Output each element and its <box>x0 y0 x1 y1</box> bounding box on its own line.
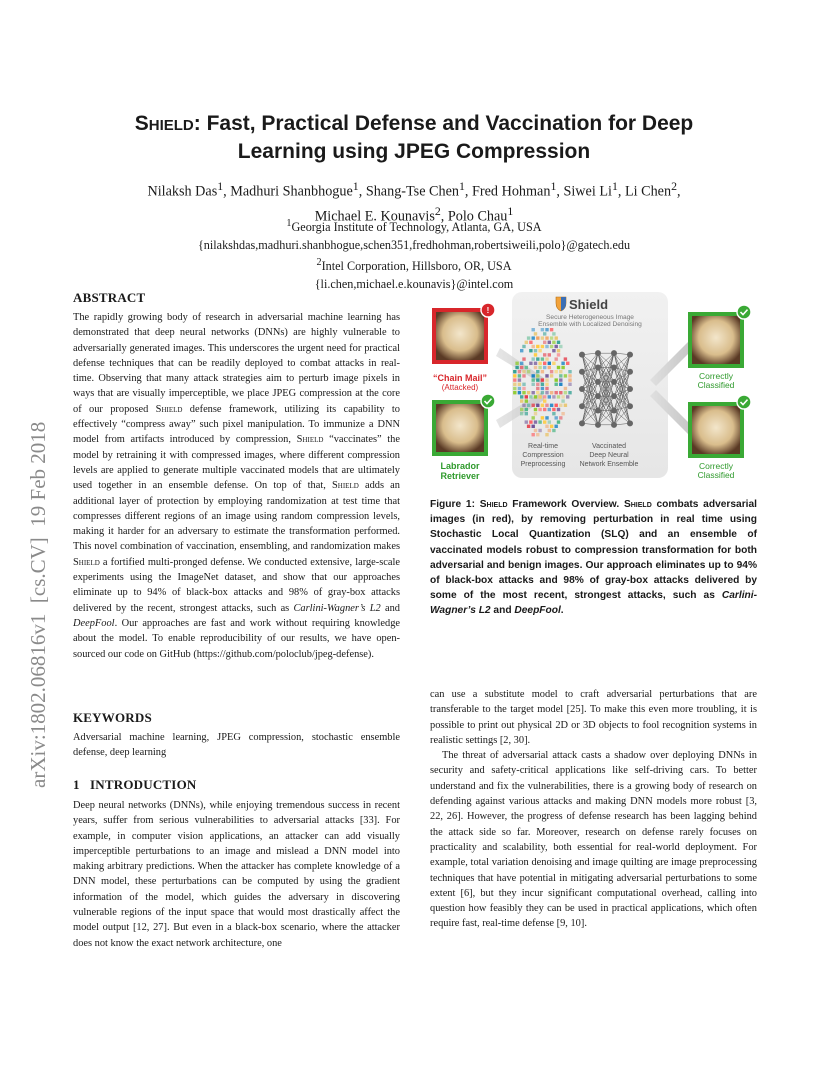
compression-pixel <box>543 399 546 402</box>
compression-pixel <box>525 408 528 411</box>
compression-pixel <box>518 370 521 373</box>
network-node <box>611 379 617 385</box>
compression-pixel <box>559 391 562 394</box>
output-1-image <box>692 316 740 364</box>
affiliation-1-email: {nilakshdas,madhuri.shanbhogue,schen351,fredhohman,robertsiweili,polo}@gatech.edu <box>197 237 631 252</box>
compression-pixel <box>552 429 555 432</box>
compression-pixel <box>543 366 546 369</box>
step2-label-2: Deep Neural <box>589 452 629 459</box>
compression-pixel <box>513 378 516 381</box>
compression-pixel <box>557 420 560 423</box>
network-node <box>579 420 585 426</box>
compression-pixel <box>522 391 525 394</box>
compression-pixel <box>541 404 544 407</box>
compression-pixel <box>568 378 571 381</box>
network-node <box>627 420 633 426</box>
compression-pixel <box>522 387 525 390</box>
attacked-sublabel: (Attacked) <box>441 383 479 392</box>
compression-pixel <box>555 391 558 394</box>
network-node <box>579 386 585 392</box>
output-1-sublabel: Classified <box>697 380 735 390</box>
compression-pixel <box>552 408 555 411</box>
compression-pixel <box>522 374 525 377</box>
compression-pixel <box>548 429 551 432</box>
compression-pixel <box>518 387 521 390</box>
compression-pixel <box>534 408 537 411</box>
compression-pixel <box>520 366 523 369</box>
compression-pixel <box>536 433 539 436</box>
compression-pixel <box>522 404 525 407</box>
compression-pixel <box>552 341 555 344</box>
compression-pixel <box>541 370 544 373</box>
compression-pixel <box>543 395 546 398</box>
compression-pixel <box>543 332 546 335</box>
compression-pixel <box>532 433 535 436</box>
compression-pixel <box>513 387 516 390</box>
step2-label-1: Vaccinated <box>591 443 627 450</box>
compression-pixel <box>536 387 539 390</box>
compression-pixel <box>559 383 562 386</box>
step1-label-3: Preprocessing <box>520 461 566 468</box>
benign-label: Labrador <box>440 461 480 471</box>
compression-pixel <box>520 408 523 411</box>
compression-pixel <box>557 408 560 411</box>
compression-pixel <box>557 353 560 356</box>
author: Polo Chau <box>447 208 508 225</box>
network-node <box>611 393 617 399</box>
compression-pixel <box>552 362 555 365</box>
compression-pixel <box>541 345 544 348</box>
compression-pixel <box>545 425 548 428</box>
compression-pixel <box>522 383 525 386</box>
output-2-check-icon <box>737 395 751 409</box>
compression-pixel <box>518 378 521 381</box>
network-node <box>579 369 585 375</box>
figure-brand: Shield <box>569 297 609 312</box>
compression-pixel <box>541 357 544 360</box>
network-node <box>627 369 633 375</box>
compression-pixel <box>559 416 562 419</box>
compression-pixel <box>536 404 539 407</box>
compression-pixel <box>534 420 537 423</box>
compression-pixel <box>564 387 567 390</box>
compression-pixel <box>559 378 562 381</box>
compression-pixel <box>545 378 548 381</box>
compression-pixel <box>527 425 530 428</box>
attacked-dog-image <box>436 312 484 360</box>
output-1-check-icon <box>737 305 751 319</box>
compression-pixel <box>561 366 564 369</box>
compression-pixel <box>534 366 537 369</box>
compression-pixel <box>550 425 553 428</box>
network-node <box>627 403 633 409</box>
compression-pixel <box>552 395 555 398</box>
compression-pixel <box>548 420 551 423</box>
compression-pixel <box>532 336 535 339</box>
network-node <box>579 352 585 358</box>
affiliation-2-email: {li.chen,michael.e.kounavis}@intel.com <box>314 276 514 291</box>
compression-pixel <box>525 366 528 369</box>
compression-pixel <box>541 383 544 386</box>
network-node <box>595 379 601 385</box>
figure-caption: Figure 1: Shield Framework Overview. Shield combats adversarial images (in red), by removing perturbation in real time using Stochastic Local Quantization (SLQ) and an ensemble of vaccinated models robust to compression transformation for both adversarial and benign images. Our approach eliminates up to 94% of black-box attacks and 98% of gray-box attacks delivered by some of the most recent, strongest attacks, such as Carlini-Wagner’s L2 and DeepFool. <box>430 499 757 617</box>
step2-label-3: Network Ensemble <box>579 461 639 468</box>
compression-pixel <box>532 391 535 394</box>
network-node <box>579 403 585 409</box>
compression-pixel <box>534 412 537 415</box>
compression-pixel <box>522 370 525 373</box>
compression-pixel <box>545 374 548 377</box>
compression-pixel <box>555 416 558 419</box>
compression-pixel <box>541 387 544 390</box>
compression-pixel <box>543 420 546 423</box>
introduction-body-right: can use a substitute model to craft adversarial perturbations that are transferable to the target model [25]. To make this even more troubling, it is possible to print out physical 2D or 3D objects to fool recognition systems in realistic settings [2, 30]. The threat of adversarial attack casts a shadow over deploying DNNs in security and safety-critical applications like self-driving cars. To better understand and fix the vulnerabilities, there is a growing body of research on defending against various attacks and making DNN models more robust [3, 22, 26]. However, the progress of defense research has been lagging behind the attack side so far. Moreover, research on defense rarely focuses on practicality and scalability, both essential for real-world deployment. For example, total variation denoising and image quilting are image preprocessing techniques that have potential in mitigating adversarial perturbations to some extent [6], but they incur significant computational overhead, calling into question how feasibly they can be used in practical applications, which often require fast, real-time defense [9, 10]. <box>430 689 757 930</box>
compression-pixel <box>525 395 528 398</box>
compression-pixel <box>568 383 571 386</box>
compression-pixel <box>545 416 548 419</box>
compression-pixel <box>557 366 560 369</box>
compression-pixel <box>529 420 532 423</box>
compression-pixel <box>548 366 551 369</box>
compression-pixel <box>538 362 541 365</box>
compression-pixel <box>536 374 539 377</box>
compression-pixel <box>536 383 539 386</box>
network-node <box>627 352 633 358</box>
compression-pixel <box>515 366 518 369</box>
network-node <box>595 408 601 414</box>
author: Siwei Li <box>563 183 612 200</box>
compression-pixel <box>534 349 537 352</box>
compression-pixel <box>541 336 544 339</box>
affiliation-2: $^2$Intel Corporation, Hillsboro, OR, USA <box>316 257 512 274</box>
compression-pixel <box>525 420 528 423</box>
compression-pixel <box>536 370 539 373</box>
compression-pixel <box>557 349 560 352</box>
compression-pixel <box>564 374 567 377</box>
step1-label-1: Real-time <box>528 443 558 450</box>
compression-pixel <box>518 374 521 377</box>
network-node <box>611 365 617 371</box>
compression-pixel <box>538 420 541 423</box>
compression-pixel <box>515 362 518 365</box>
author: Madhuri Shanbhogue <box>230 183 353 200</box>
attacked-label: “Chain Mail” <box>432 373 488 383</box>
compression-pixel <box>545 357 548 360</box>
compression-pixel <box>525 412 528 415</box>
compression-pixel <box>543 341 546 344</box>
compression-pixel <box>538 408 541 411</box>
network-node <box>595 365 601 371</box>
compression-pixel <box>520 395 523 398</box>
introduction-body-left: Deep neural networks (DNNs), while enjoying tremendous success in recent years, suffer from serious vulnerabilities to adversarial attacks [33]. For example, in computer vision applications, an attacker can add visually imperceptible perturbations to an image and mislead a DNN model into making arbitrary predictions. When the attacker has complete knowledge of a DNN model, these perturbations can be computed by using the gradient information of the model, which guides the adversary in discovering vulnerable regions of the input space that would most drastically affect the model output [12, 27]. But even in a black-box scenario, where the attacker does not know the exact network architecture, one <box>73 800 400 949</box>
compression-pixel <box>532 383 535 386</box>
compression-pixel <box>555 383 558 386</box>
arxiv-stamp-text: arXiv:1802.06816v1 [cs.CV] 19 Feb 2018 <box>26 421 50 788</box>
compression-pixel <box>536 378 539 381</box>
compression-pixel <box>550 370 553 373</box>
compression-pixel <box>534 353 537 356</box>
compression-pixel <box>534 429 537 432</box>
compression-pixel <box>543 408 546 411</box>
compression-pixel <box>543 353 546 356</box>
compression-pixel <box>550 328 553 331</box>
compression-pixel <box>532 378 535 381</box>
output-2-image <box>692 406 740 454</box>
compression-pixel <box>568 374 571 377</box>
compression-pixel <box>555 370 558 373</box>
compression-pixel <box>520 349 523 352</box>
compression-pixel <box>548 341 551 344</box>
author-line-2: Michael E. Kounavis$^2$, Polo Chau$^1$ <box>314 203 514 225</box>
compression-pixel <box>548 395 551 398</box>
compression-pixel <box>545 387 548 390</box>
output-2-sublabel: Classified <box>697 470 735 480</box>
compression-pixel <box>532 357 535 360</box>
abstract-heading: ABSTRACT <box>73 290 146 305</box>
compression-pixel <box>550 345 553 348</box>
compression-pixel <box>548 408 551 411</box>
compression-pixel <box>559 404 562 407</box>
compression-pixel <box>520 362 523 365</box>
compression-pixel <box>527 336 530 339</box>
network-node <box>611 408 617 414</box>
abstract-body: The rapidly growing body of research in adversarial machine learning has demonstrated that deep neural networks (DNNs) are highly vulnerable to adversarially generated images. This underscores the urgent need for practical defense techniques that can be readily deployed to combat attacks in real-time. Observing that many attack strategies aim to perturb image pixels in ways that are visually imperceptible, we place JPEG compression at the core of our proposed Shield defense framework, utilizing its capability to effectively “compress away” such pixel manipulation. To immunize a DNN model from artifacts introduced by compression, Shield “vaccinates” the model by retraining it with compressed images, where different compression levels are applied to generate multiple vaccinated models that are ultimately used together in an ensemble defense. On top of that, Shield adds an additional layer of protection by employing randomization at test time that compresses different regions of an image using random compression levels, making it harder for an adversary to estimate the transformation performed. This novel combination of vaccination, ensembling, and randomization makes Shield a fortified multi-pronged defense. We conducted extensive, large-scale experiments using the ImageNet dataset, and show that our approaches eliminate up to 94% of black-box attacks and 98% of gray-box attacks delivered by the recent, strongest attacks, such as Carlini-Wagner’s L2 and DeepFool. Our approaches are fast and work without requiring knowledge about the model. To enable reproducibility of our results, we have open-sourced our code on GitHub (https://github.com/poloclub/jpeg-defense). <box>73 312 400 660</box>
compression-pixel <box>545 404 548 407</box>
compression-pixel <box>559 374 562 377</box>
compression-pixel <box>564 391 567 394</box>
compression-pixel <box>557 341 560 344</box>
compression-pixel <box>529 341 532 344</box>
figure-subtitle-2: Ensemble with Localized Denoising <box>538 321 642 328</box>
affiliations <box>60 215 768 293</box>
output-2-label: Correctly <box>698 461 734 471</box>
compression-pixel <box>520 399 523 402</box>
compression-pixel <box>559 345 562 348</box>
compression-pixel <box>555 357 558 360</box>
author: Fred Hohman <box>472 183 551 200</box>
compression-pixel <box>532 328 535 331</box>
network-node <box>595 393 601 399</box>
benign-check-icon <box>481 394 495 408</box>
title-brand: Shield <box>134 112 194 135</box>
compression-pixel <box>545 336 548 339</box>
title-line2: Learning using JPEG Compression <box>237 140 591 163</box>
compression-pixel <box>534 332 537 335</box>
compression-pixel <box>555 425 558 428</box>
compression-pixel <box>555 345 558 348</box>
compression-pixel <box>568 391 571 394</box>
compression-pixel <box>541 391 544 394</box>
network-node <box>595 350 601 356</box>
compression-pixel <box>538 395 541 398</box>
compression-pixel <box>545 433 548 436</box>
compression-pixel <box>541 378 544 381</box>
benign-sublabel: Retriever <box>440 471 480 481</box>
compression-pixel <box>564 357 567 360</box>
compression-pixel <box>550 374 553 377</box>
compression-pixel <box>566 362 569 365</box>
benign-dog-image <box>436 404 484 452</box>
compression-pixel <box>529 362 532 365</box>
compression-pixel <box>552 412 555 415</box>
compression-pixel <box>555 378 558 381</box>
author-line-1: Nilaksh Das$^1$, Madhuri Shanbhogue$^1$, Shang-Tse Chen$^1$, Fred Hohman$^1$, Siwei Li$^1$, Li Chen$^2$, <box>147 179 681 200</box>
arxiv-stamp <box>18 290 52 790</box>
compression-pixel <box>538 366 541 369</box>
compression-pixel <box>529 349 532 352</box>
keywords-body: Adversarial machine learning, JPEG compression, stochastic ensemble defense, deep learning <box>73 732 400 759</box>
title-line1: : Fast, Practical Defense and Vaccination for Deep <box>193 112 694 135</box>
compression-pixel <box>545 345 548 348</box>
compression-pixel <box>513 374 516 377</box>
paper-title <box>60 110 768 166</box>
compression-pixel <box>552 332 555 335</box>
compression-pixel <box>548 353 551 356</box>
compression-pixel <box>550 336 553 339</box>
compression-pixel <box>543 362 546 365</box>
compression-pixel <box>532 374 535 377</box>
compression-pixel <box>532 425 535 428</box>
compression-pixel <box>518 391 521 394</box>
compression-pixel <box>532 404 535 407</box>
compression-pixel <box>513 383 516 386</box>
compression-pixel <box>534 362 537 365</box>
compression-pixel <box>527 391 530 394</box>
compression-pixel <box>552 349 555 352</box>
compression-pixel <box>541 328 544 331</box>
compression-pixel <box>559 370 562 373</box>
compression-pixel <box>534 395 537 398</box>
compression-pixel <box>548 362 551 365</box>
compression-pixel <box>555 336 558 339</box>
compression-pixel <box>545 383 548 386</box>
compression-pixel <box>525 399 528 402</box>
compression-pixel <box>532 416 535 419</box>
author: Shang-Tse Chen <box>365 183 459 200</box>
compression-pixel <box>538 349 541 352</box>
compression-pixel <box>529 395 532 398</box>
compression-pixel <box>561 412 564 415</box>
compression-pixel <box>566 395 569 398</box>
author: Michael E. Kounavis <box>314 208 435 225</box>
figure-subtitle-1: Secure Heterogeneous Image <box>546 314 634 321</box>
author: Li Chen <box>624 183 672 200</box>
compression-pixel <box>527 404 530 407</box>
output-1-label: Correctly <box>698 371 734 381</box>
compression-pixel <box>568 370 571 373</box>
framework-figure <box>426 288 762 484</box>
compression-pixel <box>561 399 564 402</box>
author: Nilaksh Das <box>147 183 218 200</box>
compression-pixel <box>532 345 535 348</box>
compression-pixel <box>538 429 541 432</box>
network-node <box>611 422 617 428</box>
compression-pixel <box>557 395 560 398</box>
compression-pixel <box>555 404 558 407</box>
network-node <box>595 422 601 428</box>
compression-pixel <box>545 391 548 394</box>
compression-pixel <box>536 336 539 339</box>
compression-pixel <box>561 362 564 365</box>
compression-pixel <box>536 391 539 394</box>
compression-pixel <box>513 370 516 373</box>
compression-pixel <box>541 416 544 419</box>
affiliation-1: $^1$Georgia Institute of Technology, Atlanta, GA, USA <box>286 218 542 235</box>
compression-pixel <box>522 345 525 348</box>
compression-pixel <box>513 391 516 394</box>
compression-pixel <box>536 345 539 348</box>
introduction-heading: 1 INTRODUCTION <box>73 777 197 792</box>
compression-pixel <box>527 370 530 373</box>
compression-pixel <box>520 412 523 415</box>
compression-pixel <box>525 341 528 344</box>
compression-pixel <box>561 395 564 398</box>
compression-pixel <box>522 357 525 360</box>
compression-pixel <box>550 391 553 394</box>
compression-pixel <box>564 404 567 407</box>
compression-pixel <box>550 404 553 407</box>
compression-pixel <box>545 328 548 331</box>
network-node <box>627 386 633 392</box>
network-node <box>611 350 617 356</box>
keywords-heading: KEYWORDS <box>73 710 152 725</box>
compression-pixel <box>518 383 521 386</box>
svg-text:!: ! <box>486 306 490 315</box>
step1-label-2: Compression <box>522 452 564 459</box>
compression-pixel <box>536 357 539 360</box>
